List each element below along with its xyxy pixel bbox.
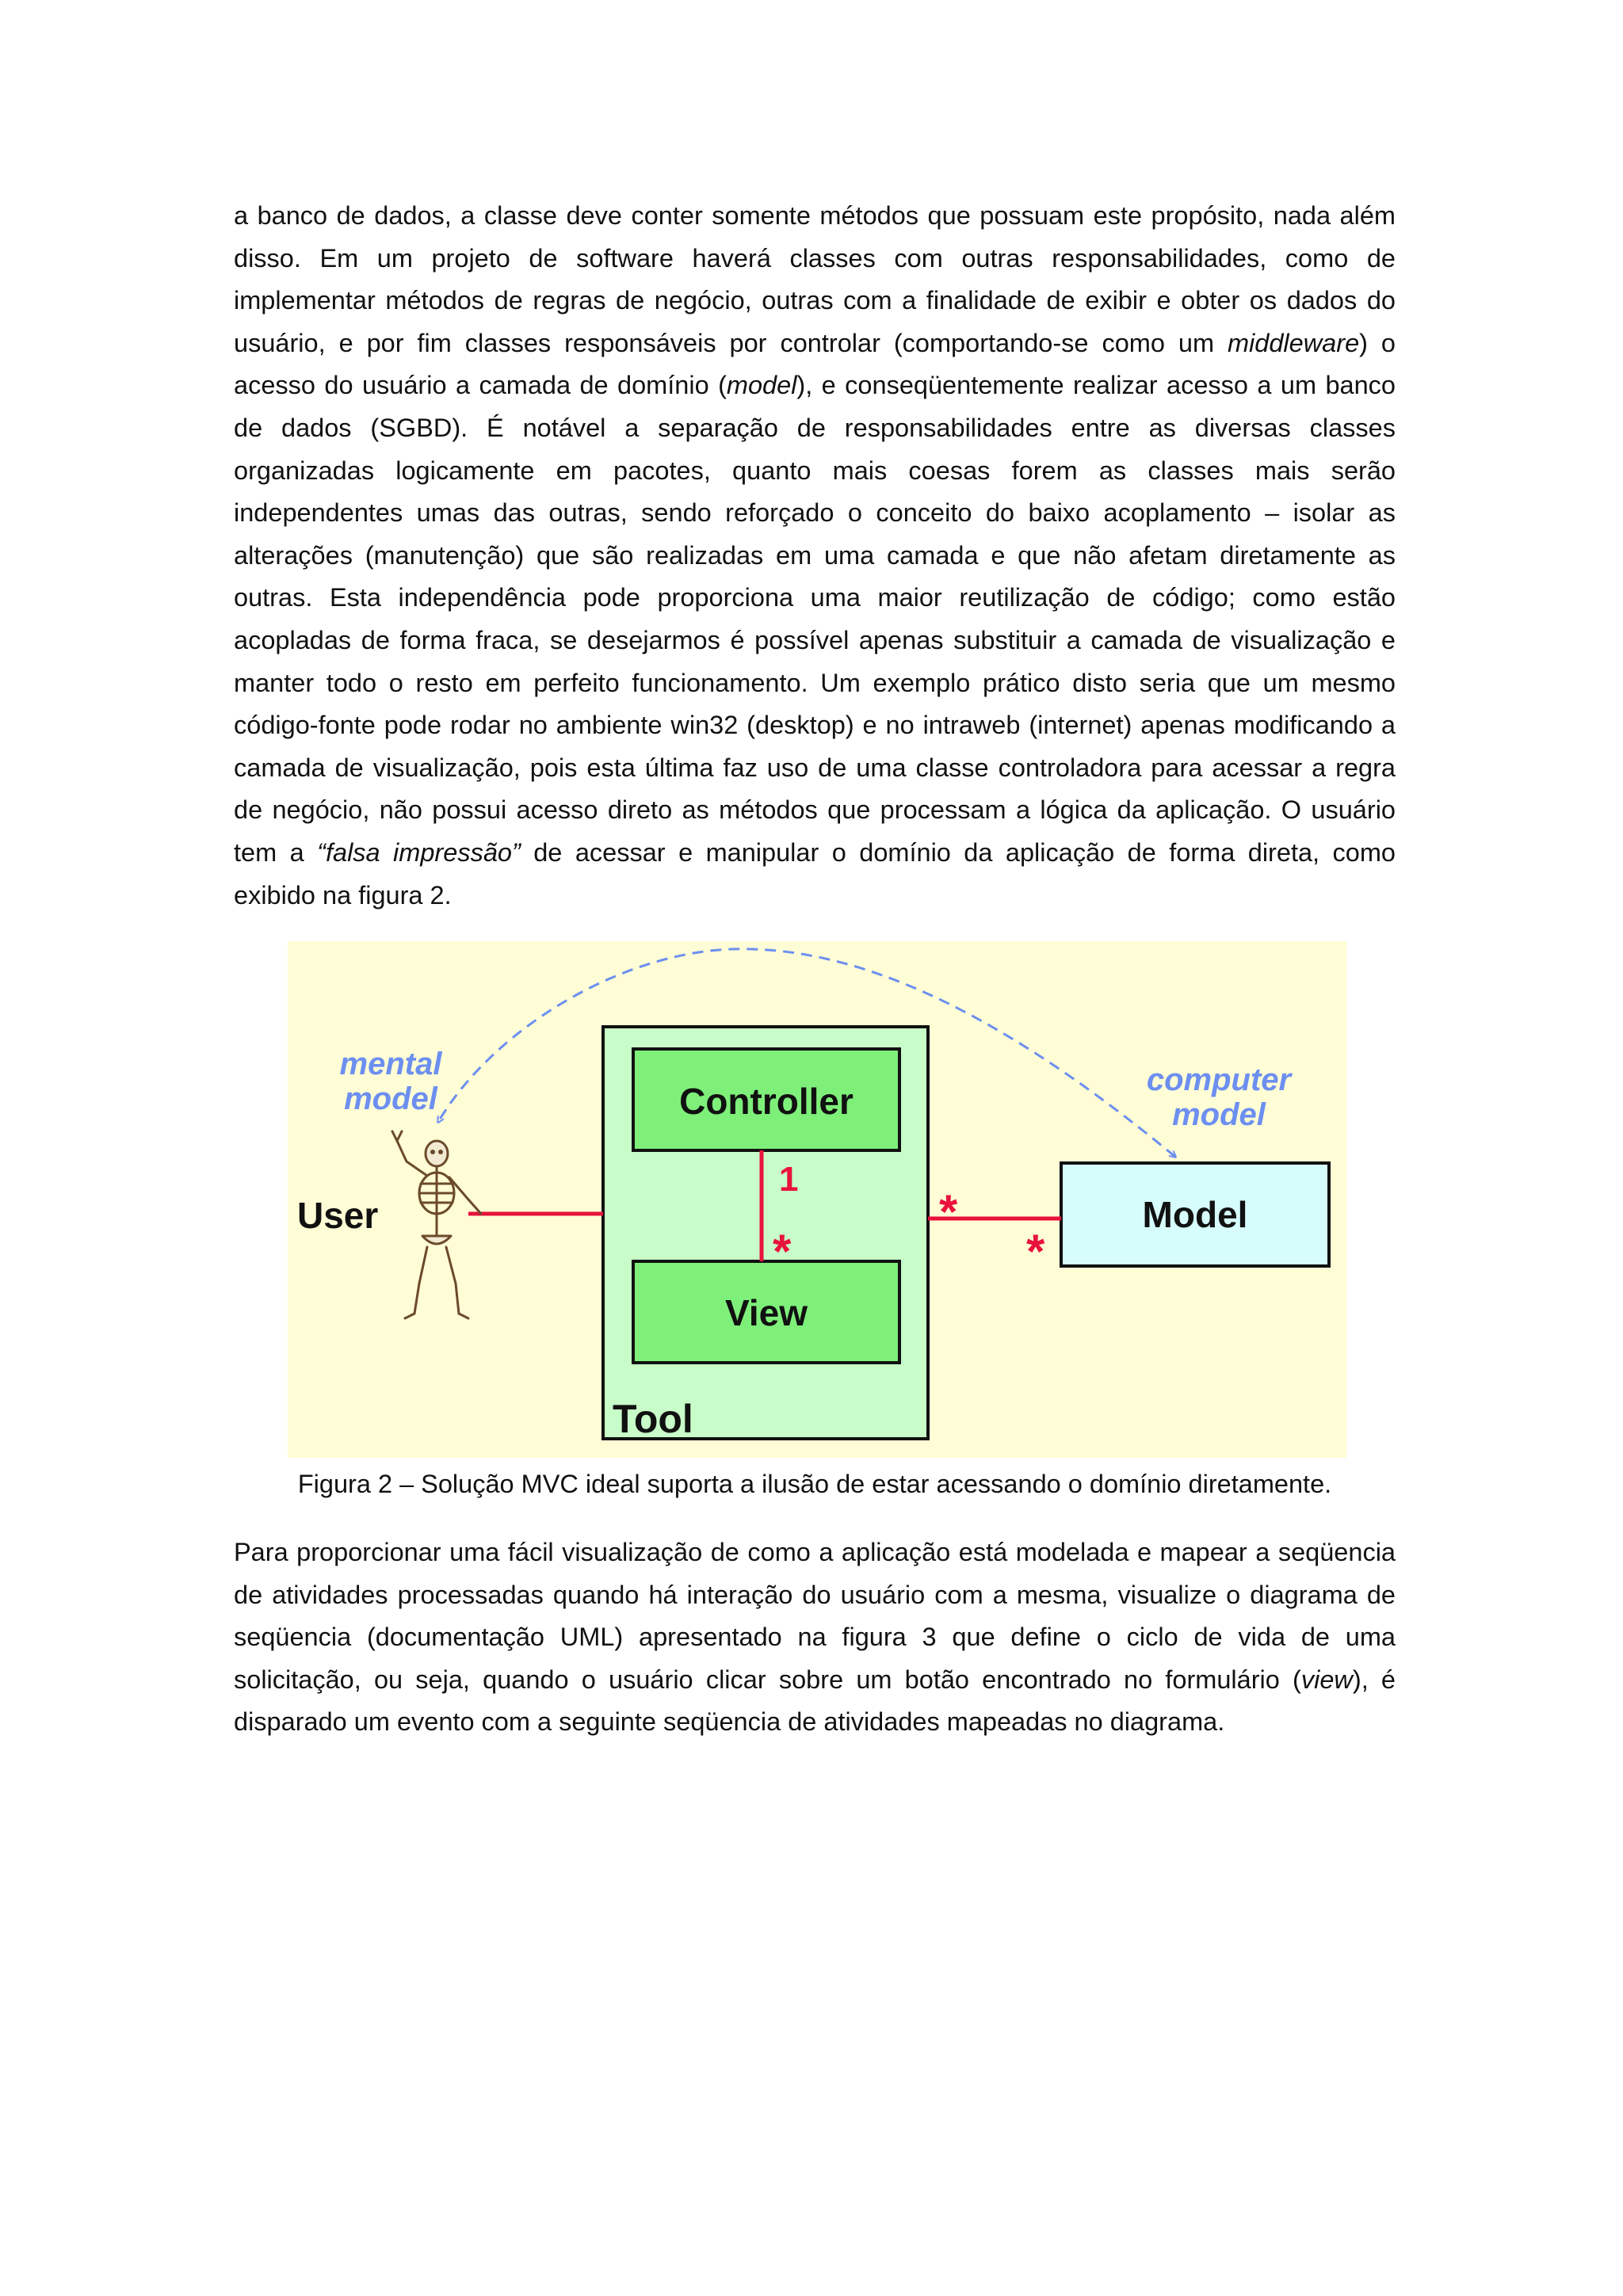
multiplicity-one: 1 xyxy=(779,1160,799,1199)
mental-model-label-line1: mental xyxy=(339,1047,442,1081)
paragraph-2-italic-view: view xyxy=(1300,1665,1353,1694)
paragraph-1-italic-model: model xyxy=(726,371,797,400)
computer-model-label-line2: model xyxy=(1172,1097,1266,1132)
body-paragraph-1 xyxy=(234,195,1396,917)
multiplicity-many-model: * xyxy=(1026,1225,1045,1278)
user-label: User xyxy=(297,1195,379,1236)
mvc-figure xyxy=(288,941,1346,1458)
paragraph-1-text-c: ), e conseqüentemente realizar acesso a um banco de dados (SGBD). É notável a separação de responsabilidades entre as diversas classes organizadas logicamente em pacotes, quanto mais coesas forem as classes mais serão independentes umas das outras, sendo reforçado o conceito do baixo acoplamento – isolar as alterações (manutenção) que são realizadas em uma camada e que não afetam diretamente as outras. Esta independência pode proporciona uma maior reutilização de código; como estão acopladas de forma fraca, se desejarmos é possível apenas substituir a camada de visualização e manter todo o resto em perfeito funcionamento. Um exemplo prático disto seria que um mesmo código-fonte pode rodar no ambiente win32 (desktop) e no intraweb (internet) apenas modificando a camada de visualização, pois esta última faz uso de uma classe controladora para acessar a regra de negócio, não possui acesso direto as métodos que processam a lógica da aplicação. O usuário tem a xyxy=(234,371,1396,867)
paragraph-1-text-a: a banco de dados, a classe deve conter somente métodos que possuam este propósito, nada além disso. Em um projeto de software haverá classes com outras responsabilidades, como de implementar métodos de regras de negócio, outras com a finalidade de exibir e obter os dados do usuário, e por fim classes responsáveis por controlar (comportando-se como um xyxy=(234,201,1396,357)
figure-caption: Figura 2 – Solução MVC ideal suporta a ilusão de estar acessando o domínio diretamente. xyxy=(297,1470,1332,1498)
view-label: View xyxy=(725,1292,808,1333)
paragraph-2-text-a: Para proporcionar uma fácil visualização de como a aplicação está modelada e mapear a seqüencia de atividades processadas quando há interação do usuário com a mesma, visualize o diagrama de seqüencia (documentação UML) apresentado na figura 3 que define o ciclo de vida de uma solicitação, ou seja, quando o usuário clicar sobre um botão encontrado no formulário ( xyxy=(234,1538,1396,1694)
controller-label: Controller xyxy=(679,1081,854,1122)
paragraph-1-italic-middleware: middleware xyxy=(1227,328,1360,357)
paragraph-1-italic-falsa-impressao: “falsa impressão” xyxy=(317,837,521,867)
paragraph-2-text-b: ), é disparado um evento com a seguinte seqüencia de atividades mapeadas no diagrama. xyxy=(234,1665,1396,1737)
model-label: Model xyxy=(1142,1194,1248,1235)
tool-label: Tool xyxy=(613,1397,693,1441)
multiplicity-many-view: * xyxy=(773,1225,792,1278)
multiplicity-many-tool: * xyxy=(939,1185,958,1238)
paragraph-1-text-b: ) o acesso do usuário a camada de domínio ( xyxy=(234,328,1396,400)
mental-model-label-line2: model xyxy=(344,1081,437,1116)
body-paragraph-2 xyxy=(234,1531,1396,1744)
computer-model-label-line1: computer xyxy=(1146,1062,1292,1097)
paragraph-1-text-d: de acessar e manipular o domínio da aplicação de forma direta, como exibido na figura 2. xyxy=(234,837,1396,910)
